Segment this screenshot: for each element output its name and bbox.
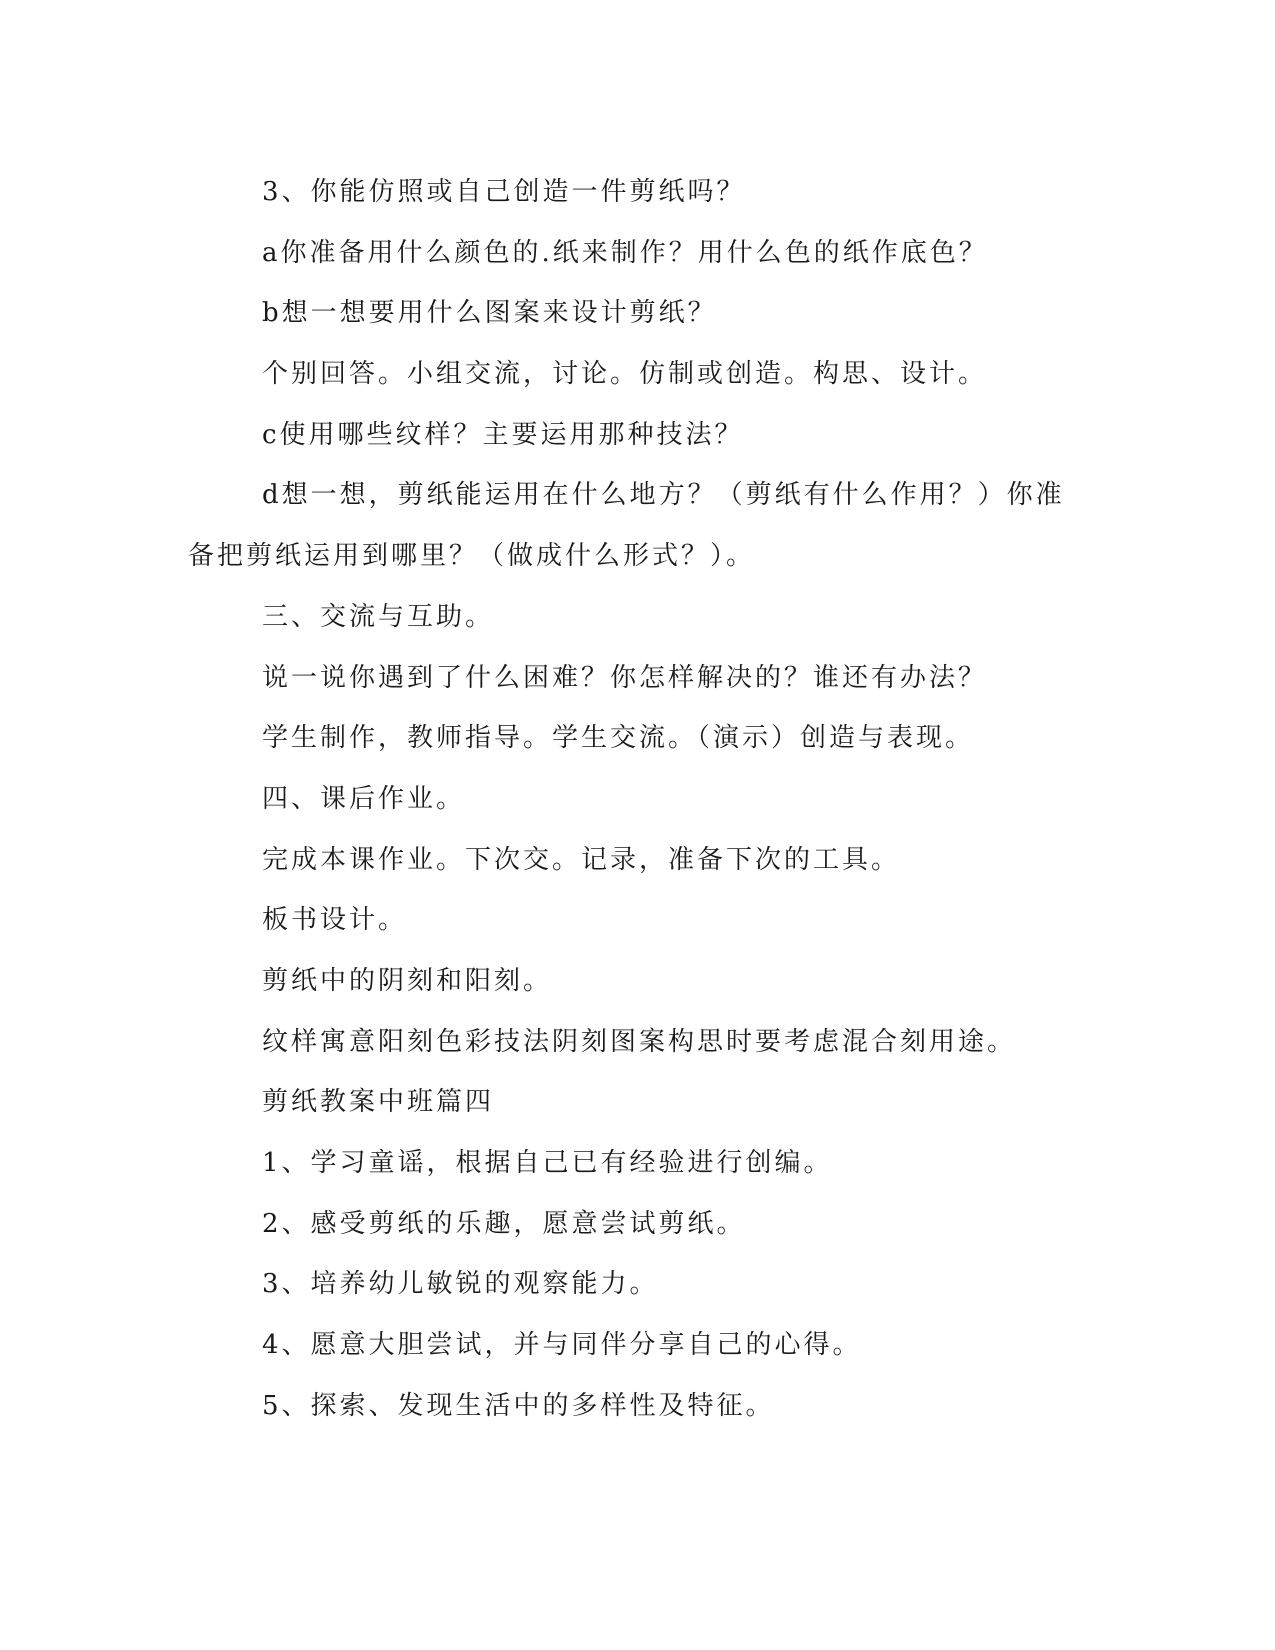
paragraph-13: 剪纸中的阴刻和阳刻。 bbox=[262, 965, 553, 996]
paragraph-2: a你准备用什么颜色的.纸来制作？用什么色的纸作底色？ bbox=[262, 237, 988, 268]
paragraph-18: 3、培养幼儿敏锐的观察能力。 bbox=[262, 1269, 659, 1300]
paragraph-16: 1、学习童谣，根据自己已有经验进行创编。 bbox=[262, 1148, 833, 1179]
paragraph-3: b想一想要用什么图案来设计剪纸？ bbox=[262, 298, 717, 329]
paragraph-14: 纹样寓意阳刻色彩技法阴刻图案构思时要考虑混合刻用途。 bbox=[262, 1026, 1017, 1057]
paragraph-5: c使用哪些纹样？主要运用那种技法？ bbox=[262, 419, 744, 450]
paragraph-4: 个别回答。小组交流，讨论。仿制或创造。构思、设计。 bbox=[262, 359, 988, 390]
paragraph-20: 5、探索、发现生活中的多样性及特征。 bbox=[262, 1390, 775, 1421]
paragraph-12: 板书设计。 bbox=[262, 905, 408, 936]
paragraph-8: 说一说你遇到了什么困难？你怎样解决的？谁还有办法？ bbox=[262, 662, 988, 693]
paragraph-10: 四、课后作业。 bbox=[262, 783, 466, 814]
paragraph-1: 3、你能仿照或自己创造一件剪纸吗？ bbox=[262, 177, 746, 207]
section-heading: 剪纸教案中班篇四 bbox=[262, 1087, 495, 1118]
paragraph-19: 4、愿意大胆尝试，并与同伴分享自己的心得。 bbox=[262, 1330, 862, 1361]
paragraph-9: 学生制作，教师指导。学生交流。（演示）创造与表现。 bbox=[262, 723, 975, 754]
paragraph-11: 完成本课作业。下次交。记录，准备下次的工具。 bbox=[262, 844, 901, 875]
paragraph-7: 三、交流与互助。 bbox=[262, 601, 495, 632]
paragraph-17: 2、感受剪纸的乐趣，愿意尝试剪纸。 bbox=[262, 1208, 746, 1239]
document-body bbox=[188, 162, 1068, 1436]
paragraph-6: d想一想，剪纸能运用在什么地方？（剪纸有什么作用？）你准备把剪纸运用到哪里？（做成什么形式？）。 bbox=[188, 480, 1065, 572]
